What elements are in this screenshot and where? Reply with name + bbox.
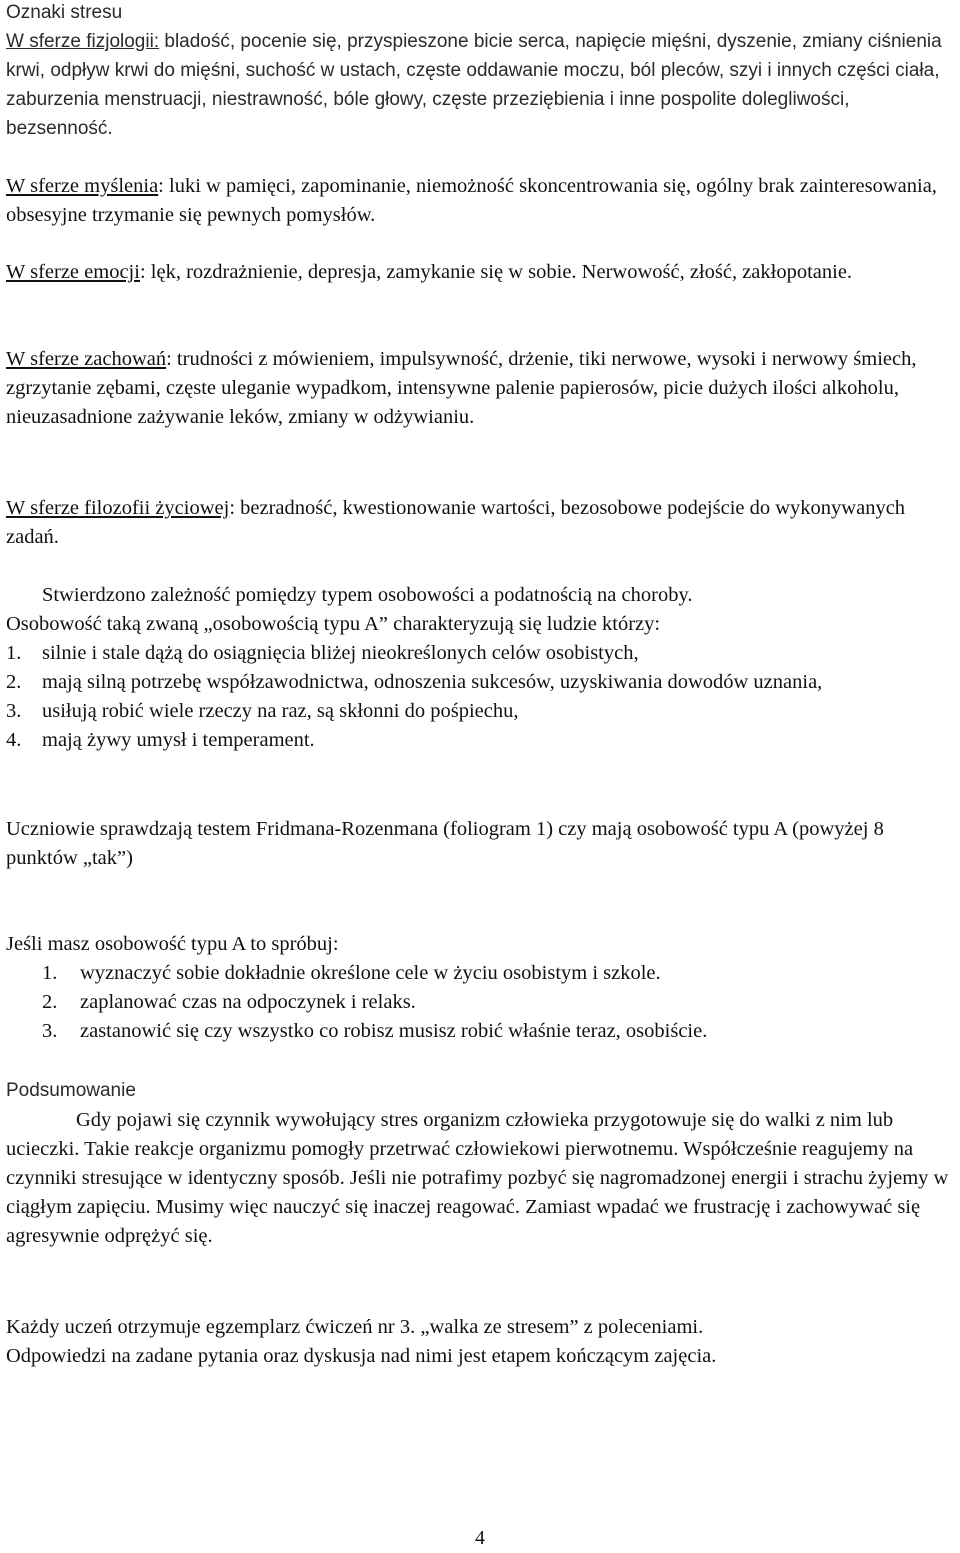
list-item: 4. mają żywy umysł i temperament. [6,729,315,751]
closing-line-2: Odpowiedzi na zadane pytania oraz dyskusja nad nimi jest etapem kończącym zajęcia. [6,1345,717,1367]
section-heading: Oznaki stresu [6,2,123,23]
test-paragraph: Uczniowie sprawdzają testem Fridmana-Rozenmana (foliogram 1) czy mają osobowość typu A (powyżej 8 punktów „tak”) [6,818,884,869]
fizjologia-label: W sferze fizjologii: [6,31,160,52]
zachowania-label: W sferze zachowań [6,348,167,370]
advice-section [6,930,956,1046]
myslenie-label: W sferze myślenia [6,175,159,197]
list-item: 2. mają silną potrzebę współzawodnictwa, odnoszenia sukcesów, uzyskiwania dowodów uznania, [6,671,823,693]
summary-paragraph: Gdy pojawi się czynnik wywołujący stres organizm człowieka przygotowuje się do walki z nim lub ucieczki. Takie reakcje organizmu pomogły przetrwać człowiekowi pierwotnemu. Współcześnie reagujemy na czynniki stresujące w identyczny sposób. Jeśli nie potrafimy pozbyć się nagromadzonej energii i strachu żyjemy w ciągłym zapięciu. Musimy więc nauczyć się inaczej reagować. Zamiast wpadać we frustrację i zachowywać się agresywnie odprężyć się. [6,1109,949,1247]
fizjologia-section [6,0,956,143]
emocje-text: : lęk, rozdrażnienie, depresja, zamykanie się w sobie. Nerwowość, złość, zakłopotanie. [139,261,853,283]
advice-list [6,959,956,1046]
advice-intro: Jeśli masz osobowość typu A to spróbuj: [6,933,339,955]
list-item: 1. wyznaczyć sobie dokładnie określone cele w życiu osobistym i szkole. [42,962,661,984]
type-a-section [6,581,956,755]
list-item: 3. usiłują robić wiele rzeczy na raz, są skłonni do pośpiechu, [6,700,519,722]
filozofia-label: W sferze filozofii życiowej [6,497,230,519]
fizjologia-paragraph [6,27,956,143]
list-item: 1. silnie i stale dążą do osiągnięcia bliżej nieokreślonych celów osobistych, [6,642,639,664]
myslenie-paragraph [6,172,956,230]
filozofia-text: : bezradność, kwestionowanie wartości, bezosobowe podejście do wykonywanych zadań. [6,497,906,548]
page-number: 4 [475,1527,485,1549]
list-item: 2. zaplanować czas na odpoczynek i relaks. [42,991,416,1013]
zachowania-text: : trudności z mówieniem, impulsywność, drżenie, tiki nerwowe, wysoki i nerwowy śmiech, zgrzytanie zębami, częste uleganie wypadkom, intensywne palenie papierosów, picie dużych ilości alkoholu, nieuzasadnione zażywanie leków, zmiany w odżywianiu. [6,348,917,428]
emocje-paragraph [6,258,956,287]
emocje-label: W sferze emocji [6,261,140,283]
summary-heading: Podsumowanie [6,1080,136,1101]
type-a-list [6,639,956,755]
closing-line-1: Każdy uczeń otrzymuje egzemplarz ćwiczeń nr 3. „walka ze stresem” z poleceniami. [6,1316,704,1338]
closing-section [6,1313,956,1371]
fizjologia-text: bladość, pocenie się, przyspieszone bicie serca, napięcie mięśni, dyszenie, zmiany ciśnienia krwi, odpływ krwi do mięśni, suchość w ustach, częste oddawanie moczu, ból pleców, szyi i innych części ciała, zaburzenia menstruacji, niestrawność, bóle głowy, częste przeziębienia i inne pospolite dolegliwości, bezsenność. [6,31,942,139]
list-item: 3. zastanowić się czy wszystko co robisz musisz robić właśnie teraz, osobiście. [42,1020,708,1042]
type-a-intro-2: Osobowość taką zwaną „osobowością typu A” charakteryzują się ludzie którzy: [6,613,661,635]
filozofia-paragraph [6,494,956,552]
type-a-intro-1: Stwierdzono zależność pomiędzy typem osobowości a podatnością na choroby. [42,584,693,606]
myslenie-text: : luki w pamięci, zapominanie, niemożność skoncentrowania się, ogólny brak zainteresowania, obsesyjne trzymanie się pewnych pomysłów. [6,175,937,226]
zachowania-paragraph [6,345,956,432]
